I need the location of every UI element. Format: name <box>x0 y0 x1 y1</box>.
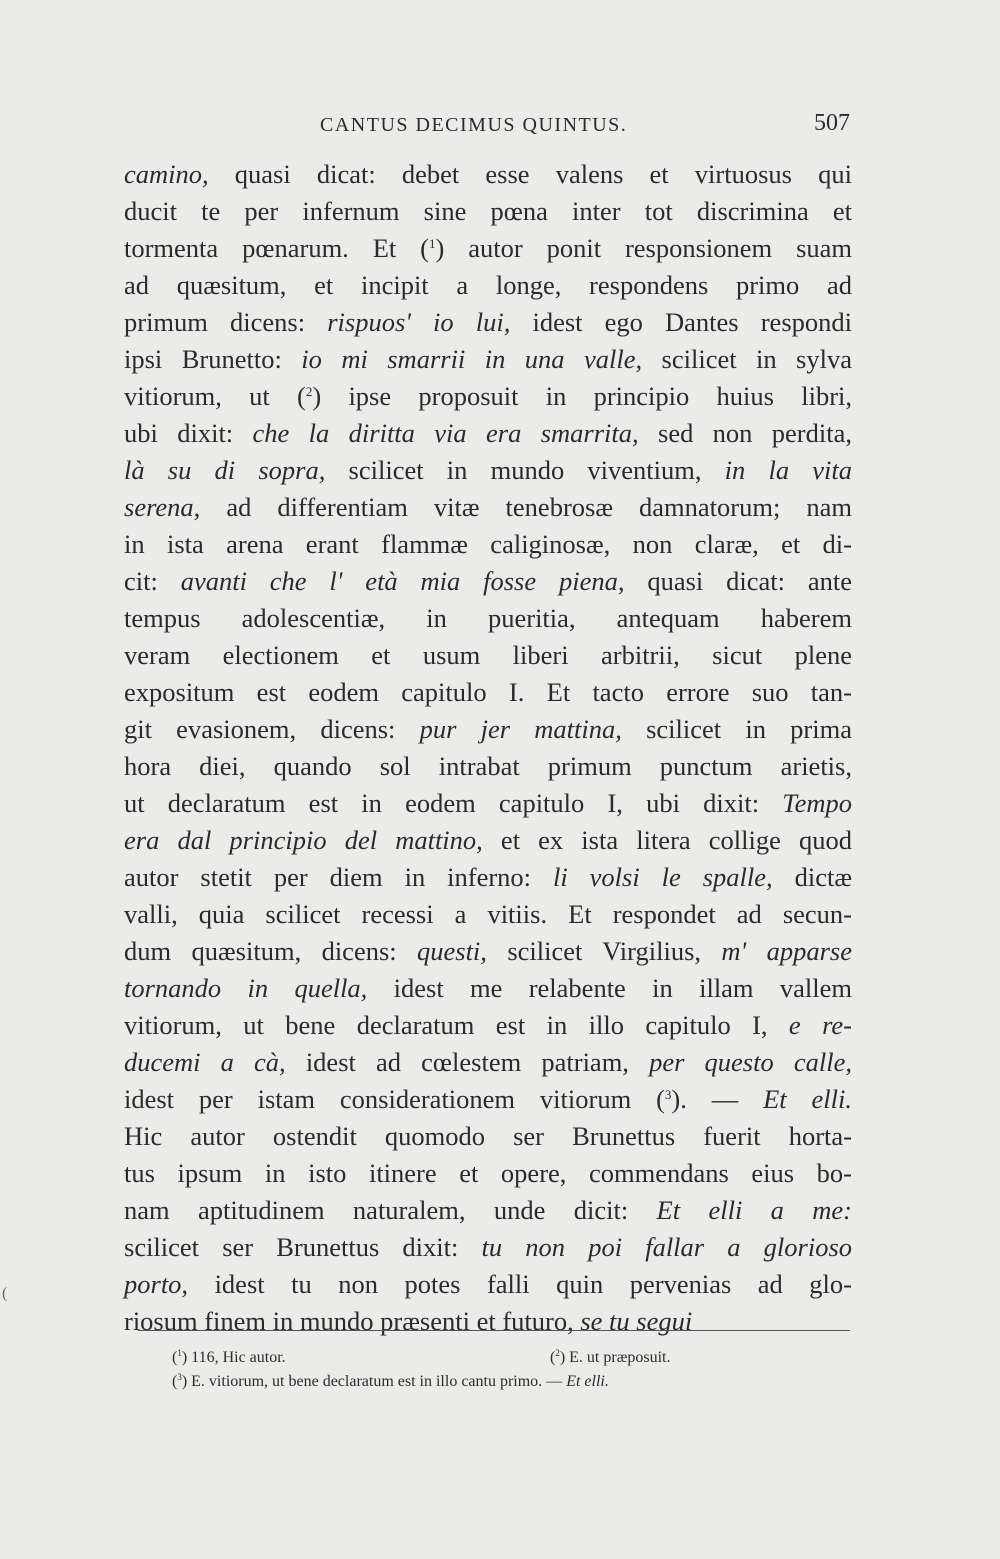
text-run: Hic autor ostendit quomodo ser Brunettus fuerit horta- <box>124 1121 852 1151</box>
text-run: dictæ <box>772 862 852 892</box>
text-run: ) ipse proposuit in principio huius libri, <box>312 381 853 411</box>
text-line <box>124 304 852 341</box>
text-run: nam aptitudinem naturalem, unde dicit: <box>124 1195 657 1225</box>
text-run: vitiorum, ut bene declaratum est in illo capitulo I, <box>124 1010 789 1040</box>
text-line <box>124 452 852 489</box>
text-line <box>124 1081 852 1118</box>
italic-quote: Tempo <box>782 788 852 818</box>
text-run: riosum finem in mundo præsenti et futuro, <box>124 1306 581 1336</box>
text-line <box>124 1155 852 1192</box>
margin-mark: ( <box>2 1285 8 1302</box>
footnote-1-text: 116, Hic autor. <box>191 1349 286 1366</box>
text-run: in ista arena erant flammæ caliginosæ, non claræ, et di- <box>124 529 852 559</box>
italic-quote: avanti che l' età mia fosse piena, <box>180 566 625 596</box>
text-line <box>124 415 852 452</box>
text-line <box>124 637 852 674</box>
footnote-ref: 2 <box>305 384 313 399</box>
italic-quote: tu non poi fallar a glorioso <box>481 1232 853 1262</box>
text-run: ad quæsitum, et incipit a longe, respondens primo ad <box>124 270 852 300</box>
text-run: veram electionem et usum liberi arbitrii, sicut plene <box>124 640 852 670</box>
text-run: ad differentiam vitæ tenebrosæ damnatorum; nam <box>200 492 852 522</box>
text-run: et ex ista litera collige quod <box>482 825 853 855</box>
text-line <box>124 711 852 748</box>
text-line <box>124 1303 852 1340</box>
text-line <box>124 674 852 711</box>
text-line <box>124 1192 852 1229</box>
italic-quote: serena, <box>124 492 201 522</box>
footnote-2: ($^2$) E. ut præposuit. <box>550 1348 671 1366</box>
text-run: valli, quia scilicet recessi a vitiis. Et respondet ad secun- <box>124 899 852 929</box>
italic-quote: rispuos' io lui, <box>327 307 511 337</box>
italic-quote: era dal principio del mattino, <box>124 825 483 855</box>
text-line <box>124 230 852 267</box>
text-run: scilicet Virgilius, <box>486 936 722 966</box>
text-run: hora diei, quando sol intrabat primum punctum arietis, <box>124 751 852 781</box>
italic-quote: ducemi a cà, <box>124 1047 286 1077</box>
text-run: quasi dicat: debet esse valens et virtuosus qui <box>208 159 852 189</box>
text-run: idest tu non potes falli quin pervenias ad glo- <box>188 1269 852 1299</box>
footnote-line <box>172 1370 852 1394</box>
footnote-3-italic: Et elli. <box>566 1373 609 1390</box>
italic-quote: camino, <box>124 159 209 189</box>
text-line <box>124 933 852 970</box>
footnote-ref: 3 <box>664 1087 672 1102</box>
text-run: tus ipsum in isto itinere et opere, commendans eius bo- <box>124 1158 852 1188</box>
text-line <box>124 193 852 230</box>
text-run: sed non perdita, <box>638 418 852 448</box>
text-run: idest ad cœlestem patriam, <box>285 1047 650 1077</box>
text-line <box>124 822 852 859</box>
running-head <box>120 110 850 144</box>
text-line <box>124 785 852 822</box>
text-line <box>124 748 852 785</box>
italic-quote: Et elli. <box>763 1084 852 1114</box>
text-line <box>124 563 852 600</box>
italic-quote: li volsi le spalle, <box>552 862 773 892</box>
text-line <box>124 1044 852 1081</box>
footnote-2-marker: 2 <box>555 1348 560 1358</box>
footnotes <box>172 1346 852 1394</box>
text-run: idest me relabente in illam vallem <box>367 973 852 1003</box>
italic-quote: Et elli a me: <box>656 1195 852 1225</box>
text-run: ducit te per infernum sine pœna inter tot discrimina et <box>124 196 852 226</box>
footnote-line <box>172 1346 852 1370</box>
text-line <box>124 970 852 1007</box>
text-run: idest ego Dantes respondi <box>510 307 852 337</box>
page-number: 507 <box>814 110 850 136</box>
text-line <box>124 156 852 193</box>
text-run: scilicet in prima <box>621 714 852 744</box>
footnote-1: ($^1$) 116, Hic autor. <box>172 1348 286 1366</box>
italic-quote: e re- <box>788 1010 852 1040</box>
text-run: tormenta pœnarum. Et ( <box>124 233 429 263</box>
text-line <box>124 378 852 415</box>
text-run: ). — <box>671 1084 764 1114</box>
text-run: ipsi Brunetto: <box>124 344 302 374</box>
text-run: primum dicens: <box>124 307 328 337</box>
italic-quote: tornando in quella, <box>124 973 368 1003</box>
footnote-rule <box>138 1330 850 1331</box>
footnote-1-marker: 1 <box>177 1348 182 1358</box>
italic-quote: m' apparse <box>721 936 852 966</box>
text-run: expositum est eodem capitulo I. Et tacto errore suo tan- <box>124 677 852 707</box>
italic-quote: io mi smarrii in una valle, <box>301 344 643 374</box>
body-text <box>124 156 852 1340</box>
text-line <box>124 896 852 933</box>
italic-quote: là su di sopra, <box>124 455 326 485</box>
text-run: cit: <box>124 566 181 596</box>
text-line <box>124 1118 852 1155</box>
text-line <box>124 1229 852 1266</box>
text-run: git evasionem, dicens: <box>124 714 420 744</box>
text-run: idest per istam considerationem vitiorum ( <box>124 1084 665 1114</box>
text-run: quasi dicat: ante <box>624 566 852 596</box>
text-run: tempus adolescentiæ, in pueritia, antequam haberem <box>124 603 852 633</box>
text-line <box>124 1007 852 1044</box>
footnote-3-text: E. vitiorum, ut bene declaratum est in illo cantu primo. — <box>191 1373 567 1390</box>
text-line <box>124 341 852 378</box>
text-run: scilicet ser Brunettus dixit: <box>124 1232 482 1262</box>
text-line <box>124 526 852 563</box>
text-line <box>124 1266 852 1303</box>
text-run: ut declaratum est in eodem capitulo I, ubi dixit: <box>124 788 783 818</box>
text-run: vitiorum, ut ( <box>124 381 306 411</box>
text-run: scilicet in mundo viventium, <box>325 455 725 485</box>
text-run: autor stetit per diem in inferno: <box>124 862 553 892</box>
footnote-2-text: E. ut præposuit. <box>569 1349 671 1366</box>
italic-quote: in la vita <box>724 455 852 485</box>
text-line <box>124 600 852 637</box>
italic-quote: che la diritta via era smarrita, <box>252 418 639 448</box>
text-line <box>124 267 852 304</box>
footnote-ref: 1 <box>429 236 436 251</box>
footnote-3: ($^3$) E. vitiorum, ut bene declaratum est in illo cantu primo. — Et elli. <box>172 1372 609 1390</box>
italic-quote: questi, <box>417 936 487 966</box>
italic-quote: per questo calle, <box>649 1047 852 1077</box>
text-run: dum quæsitum, dicens: <box>124 936 417 966</box>
text-run: ) autor ponit responsionem suam <box>435 233 853 263</box>
italic-quote: pur jer mattina, <box>419 714 622 744</box>
running-title: CANTUS DECIMUS QUINTUS. <box>320 114 628 136</box>
footnote-3-marker: 3 <box>177 1372 182 1382</box>
text-line <box>124 489 852 526</box>
text-run: scilicet in sylva <box>642 344 852 374</box>
italic-quote: se tu segui <box>580 1306 693 1336</box>
text-run: ubi dixit: <box>124 418 253 448</box>
text-line <box>124 859 852 896</box>
italic-quote: porto, <box>124 1269 189 1299</box>
